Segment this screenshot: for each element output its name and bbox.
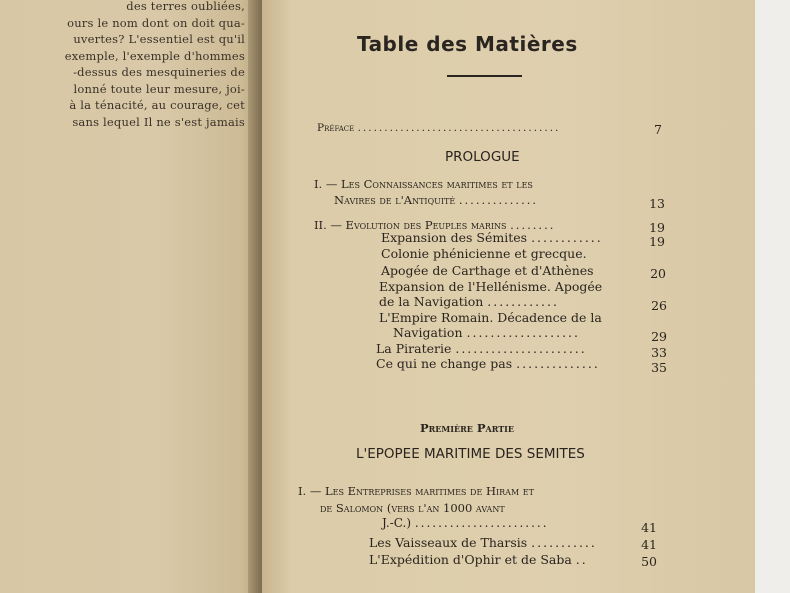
toc-subentry: [381, 230, 603, 245]
toc-subentry: [369, 552, 588, 567]
page-number: 41: [641, 537, 657, 552]
entry-label: de la Navigation: [379, 294, 484, 309]
left-line: exemple, l'exemple d'hommes: [64, 48, 245, 63]
toc-entry-line: [334, 193, 538, 207]
entry-label: II. — Evolution des Peuples marins: [314, 218, 507, 232]
leader-dots: ............: [531, 230, 603, 245]
toc-entry-line: de Salomon (vers l'an 1000 avant: [320, 501, 505, 515]
right-page: [262, 0, 760, 593]
page-number: 50: [641, 554, 657, 569]
leader-dots: ...................: [466, 325, 580, 340]
page-number: 20: [650, 266, 666, 281]
page-number: 41: [641, 520, 657, 535]
part-title: L'EPOPEE MARITIME DES SEMITES: [356, 446, 585, 462]
prologue-heading: PROLOGUE: [445, 149, 520, 165]
leader-dots: ...........: [531, 535, 597, 550]
toc-subentry: [393, 325, 580, 340]
entry-label: L'Expédition d'Ophir et de Saba: [369, 552, 572, 567]
toc-entry-preface: [317, 122, 560, 134]
toc-subentry: [369, 535, 597, 550]
leader-dots: ......................: [455, 341, 587, 356]
toc-entry-line: I. — Les Connaissances maritimes et les: [314, 177, 533, 191]
toc-subentry: L'Empire Romain. Décadence de la: [379, 310, 602, 325]
entry-label: Ce qui ne change pas: [376, 356, 513, 371]
left-line: ours le nom dont on doit qua-: [67, 15, 245, 30]
left-page-text: [0, 0, 245, 130]
entry-label: Navigation: [393, 325, 463, 340]
entry-label: Navires de l'Antiquité: [334, 193, 456, 207]
entry-label: J.-C.): [382, 516, 411, 530]
part-label: Première Partie: [420, 421, 514, 435]
page-number: 7: [654, 122, 662, 137]
leader-dots: ..............: [516, 356, 600, 371]
toc-subentry: Expansion de l'Hellénisme. Apogée: [379, 279, 603, 294]
toc-entry-line: I. — Les Entreprises maritimes de Hiram et: [298, 484, 534, 498]
entry-label: La Piraterie: [376, 341, 452, 356]
entry-label: Expansion des Sémites: [381, 230, 528, 245]
leader-dots: ........: [510, 218, 556, 232]
left-line: sans lequel Il ne s'est jamais: [72, 114, 245, 129]
left-line: lonné toute leur mesure, joi-: [73, 81, 245, 96]
toc-subentry: [379, 294, 559, 309]
entry-label: Les Vaisseaux de Tharsis: [369, 535, 528, 550]
leader-dots: .......................: [414, 516, 549, 530]
leader-dots: ..............: [458, 193, 539, 207]
page-number: 33: [651, 345, 667, 360]
entry-label: Préface: [317, 122, 355, 134]
toc-subentry: [376, 341, 587, 356]
leader-dots: ............: [487, 294, 559, 309]
left-page: [0, 0, 262, 593]
table-of-contents: [262, 0, 760, 593]
left-line: -dessus des mesquineries de: [73, 65, 245, 79]
page-number: 19: [649, 234, 665, 249]
page-number: 19: [649, 220, 665, 235]
toc-entry-line: [382, 516, 549, 530]
left-line: à la ténacité, au courage, cet: [69, 98, 245, 112]
page-number: 13: [649, 196, 665, 211]
page-number: 29: [651, 329, 667, 344]
toc-subentry: Colonie phénicienne et grecque.: [381, 246, 587, 261]
left-line: uvertes? L'essentiel est qu'il: [73, 32, 245, 46]
toc-subentry: Apogée de Carthage et d'Athènes: [381, 263, 594, 278]
toc-title: Table des Matières: [357, 32, 578, 56]
leader-dots: ..: [575, 552, 588, 567]
left-line: des terres oubliées,: [126, 0, 245, 13]
page-number: 26: [651, 298, 667, 313]
leader-dots: ......................................: [357, 122, 561, 134]
page-number: 35: [651, 360, 667, 375]
background-edge: [755, 0, 790, 593]
toc-subentry: [376, 356, 600, 371]
